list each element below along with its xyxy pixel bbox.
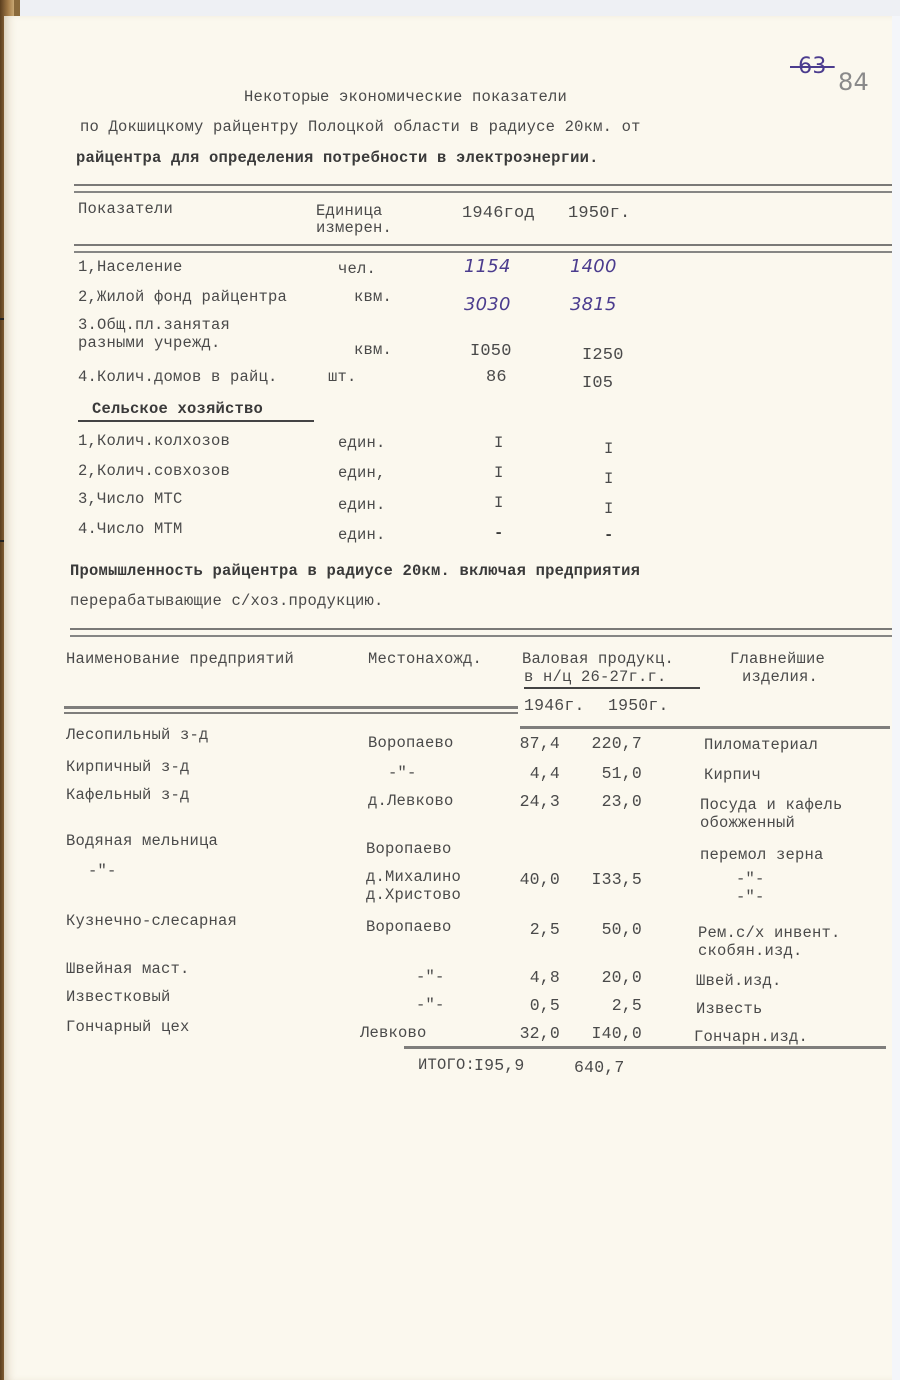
enterprise-product: Известь bbox=[696, 1000, 763, 1018]
header-main-products-2: изделия. bbox=[742, 668, 819, 686]
enterprise-product: Гончарн.изд. bbox=[694, 1028, 809, 1046]
enterprise-1950: 2,5 bbox=[611, 996, 642, 1015]
agri-row-unit: един. bbox=[338, 434, 386, 452]
row-label: 1,Население bbox=[78, 258, 183, 276]
header-underline bbox=[524, 687, 700, 689]
enterprise-location: Воропаево bbox=[366, 840, 452, 858]
rule bbox=[64, 706, 518, 709]
enterprise-1946: 0,5 bbox=[529, 996, 560, 1015]
header-indicator: Показатели bbox=[78, 200, 174, 218]
enterprise-name: Лесопильный з-д bbox=[66, 726, 209, 744]
enterprise-product: -"- bbox=[736, 870, 765, 888]
enterprise-1946: 87,4 bbox=[519, 734, 560, 753]
enterprise-product-2: обожженный bbox=[700, 814, 796, 832]
enterprise-1950: I40,0 bbox=[591, 1024, 642, 1043]
page-edge bbox=[892, 16, 900, 1380]
enterprise-product-2: -"- bbox=[736, 888, 765, 906]
enterprise-product: Швей.изд. bbox=[696, 972, 782, 990]
row-value-1946: 1154 bbox=[464, 256, 511, 277]
row-unit: квм. bbox=[354, 341, 393, 359]
agri-row-1946: I bbox=[494, 464, 504, 482]
rule bbox=[64, 712, 518, 714]
industry-intro-line-1: Промышленность райцентра в радиусе 20км. включая предприятия bbox=[70, 562, 641, 580]
agri-row-unit: един. bbox=[338, 496, 386, 514]
total-label: ИТОГО: bbox=[418, 1056, 476, 1074]
enterprise-product: перемол зерна bbox=[700, 846, 824, 864]
enterprise-location: д.Левково bbox=[368, 792, 454, 810]
row-value-1950: 3815 bbox=[570, 294, 617, 315]
enterprise-location: Воропаево bbox=[368, 734, 454, 752]
enterprise-location: Воропаево bbox=[366, 918, 452, 936]
header-year-1946: 1946год bbox=[462, 204, 535, 223]
rule bbox=[70, 628, 894, 637]
section-underline bbox=[78, 420, 314, 422]
enterprise-1946: 24,3 bbox=[519, 792, 560, 811]
total-1946: I95,9 bbox=[474, 1056, 525, 1075]
rule bbox=[520, 726, 890, 729]
enterprise-location: д.Михалино bbox=[366, 868, 462, 886]
enterprise-1946: 4,8 bbox=[529, 968, 560, 987]
agri-row-unit: един, bbox=[338, 464, 386, 482]
header-unit-2: измерен. bbox=[316, 219, 393, 237]
header-year-1950: 1950г. bbox=[608, 696, 669, 715]
header-unit: Единица bbox=[316, 202, 383, 220]
page-number: 84 bbox=[838, 68, 869, 96]
enterprise-1950: 20,0 bbox=[601, 968, 642, 987]
enterprise-name: Швейная маст. bbox=[66, 960, 190, 978]
enterprise-1946: 2,5 bbox=[529, 920, 560, 939]
enterprise-name: Кузнечно-слесарная bbox=[66, 912, 238, 930]
enterprise-1946: 32,0 bbox=[519, 1024, 560, 1043]
header-year-1950: 1950г. bbox=[568, 204, 631, 223]
agri-row-label: 1,Колич.колхозов bbox=[78, 432, 231, 450]
agri-row-1950: - bbox=[604, 526, 614, 544]
row-value-1950: I250 bbox=[582, 346, 624, 365]
enterprise-location: Левково bbox=[360, 1024, 427, 1042]
header-location: Местонахожд. bbox=[368, 650, 483, 668]
row-value-1946: I050 bbox=[470, 342, 512, 361]
header-enterprise-name: Наименование предприятий bbox=[66, 650, 295, 668]
row-value-1946: 3030 bbox=[464, 294, 511, 315]
enterprise-product: Кирпич bbox=[704, 766, 762, 784]
enterprise-product-2: скобян.изд. bbox=[698, 942, 803, 960]
enterprise-name: Известковый bbox=[66, 988, 171, 1006]
industry-intro-line-2: перерабатывающие с/хоз.продукцию. bbox=[70, 592, 384, 610]
enterprise-product: Посуда и кафель bbox=[700, 796, 843, 814]
page-number-crossed: -63- bbox=[790, 54, 835, 79]
enterprise-name: Водяная мельница bbox=[66, 832, 219, 850]
enterprise-product: Рем.с/х инвент. bbox=[698, 924, 841, 942]
header-main-products: Главнейшие bbox=[730, 650, 826, 668]
enterprise-1950: 220,7 bbox=[591, 734, 642, 753]
enterprise-name: Кирпичный з-д bbox=[66, 758, 190, 776]
enterprise-1950: 50,0 bbox=[601, 920, 642, 939]
agri-row-1950: I bbox=[604, 470, 614, 488]
total-1950: 640,7 bbox=[574, 1058, 625, 1077]
enterprise-location: -"- bbox=[416, 996, 445, 1014]
row-unit: шт. bbox=[328, 368, 357, 386]
agri-row-unit: един. bbox=[338, 526, 386, 544]
title-line-2: по Докшицкому райцентру Полоцкой области в радиусе 20км. от bbox=[80, 118, 641, 136]
enterprise-location-2: д.Христово bbox=[366, 886, 462, 904]
row-label-2: разными учрежд. bbox=[78, 334, 221, 352]
agri-row-1946: I bbox=[494, 434, 504, 452]
header-gross-output: Валовая продукц. bbox=[522, 650, 675, 668]
row-label: 4.Колич.домов в райц. bbox=[78, 368, 278, 386]
header-year-1946: 1946г. bbox=[524, 696, 585, 715]
title-line-3: райцентра для определения потребности в электроэнергии. bbox=[76, 149, 599, 167]
agri-row-1946: I bbox=[494, 494, 504, 512]
enterprise-1950: I33,5 bbox=[591, 870, 642, 889]
agri-row-1946: - bbox=[494, 524, 504, 542]
rule bbox=[74, 184, 894, 193]
row-unit: квм. bbox=[354, 288, 393, 306]
enterprise-1950: 23,0 bbox=[601, 792, 642, 811]
row-value-1950: 1400 bbox=[570, 256, 617, 277]
agri-row-label: 3,Число МТС bbox=[78, 490, 183, 508]
header-gross-output-2: в н/ц 26-27г.г. bbox=[524, 668, 667, 686]
agri-row-1950: I bbox=[604, 440, 614, 458]
row-value-1950: I05 bbox=[582, 374, 614, 393]
document-page bbox=[4, 16, 896, 1380]
enterprise-1950: 51,0 bbox=[601, 764, 642, 783]
row-label: 2,Жилой фонд райцентра bbox=[78, 288, 288, 306]
title-line-1: Некоторые экономические показатели bbox=[244, 88, 568, 106]
rule bbox=[74, 244, 894, 253]
row-value-1946: 86 bbox=[486, 368, 507, 387]
total-rule bbox=[404, 1046, 886, 1049]
section-agriculture: Сельское хозяйство bbox=[92, 400, 264, 418]
enterprise-location: -"- bbox=[416, 968, 445, 986]
enterprise-location: -"- bbox=[388, 764, 417, 782]
row-unit: чел. bbox=[338, 260, 377, 278]
agri-row-label: 4.Число МТМ bbox=[78, 520, 183, 538]
agri-row-1950: I bbox=[604, 500, 614, 518]
enterprise-product: Пиломатериал bbox=[704, 736, 819, 754]
enterprise-name: Гончарный цех bbox=[66, 1018, 190, 1036]
row-label: 3.Общ.пл.занятая bbox=[78, 316, 231, 334]
enterprise-name: Кафельный з-д bbox=[66, 786, 190, 804]
agri-row-label: 2,Колич.совхозов bbox=[78, 462, 231, 480]
enterprise-1946: 4,4 bbox=[529, 764, 560, 783]
enterprise-name: -"- bbox=[88, 862, 117, 880]
enterprise-1946: 40,0 bbox=[519, 870, 560, 889]
